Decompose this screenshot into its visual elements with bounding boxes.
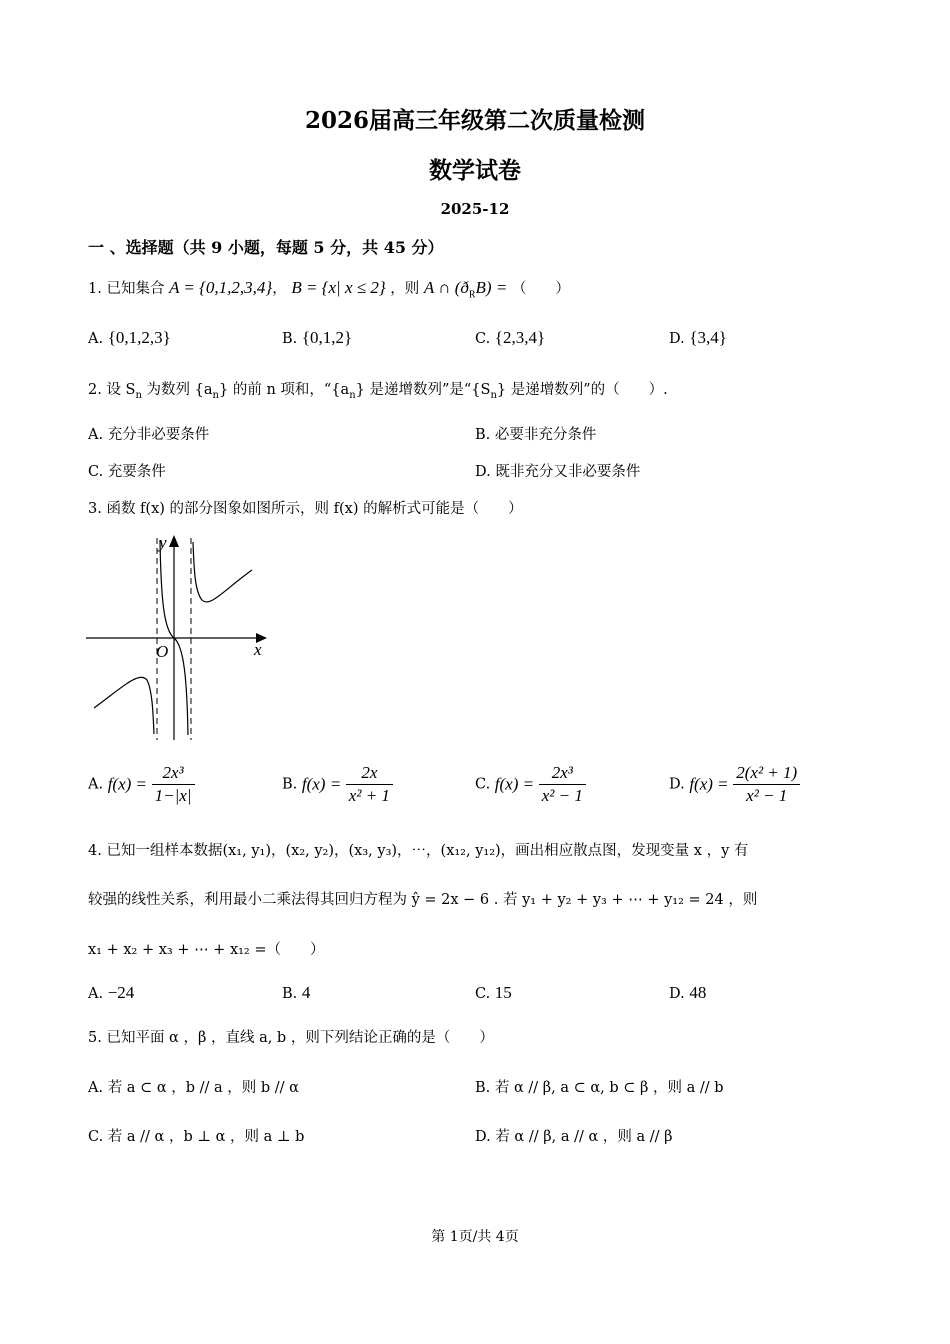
question-4-line-2: 较强的线性关系，利用最小二乘法得其回归方程为 ŷ = 2x − 6 . 若 y₁ + y₂ + y₃ + ⋯ + y₁₂ = 24 ，则: [88, 892, 758, 908]
q1-set-b: B = {x| x ≤ 2}: [291, 278, 386, 297]
y-axis-arrow: [169, 535, 179, 547]
question-1: 1. 已知集合 A = {0,1,2,3,4}， B = {x| x ≤ 2} ，则 A ∩ $(ð_RB)$ = （ ）: [88, 278, 570, 301]
q5-option-a: A. 若 a ⊂ α ，b // a ，则 b // α: [88, 1080, 299, 1096]
q4-option-a: A. −24: [88, 983, 135, 1002]
q4-option-c: C. 15: [475, 983, 512, 1002]
q2-option-c: C. 充要条件: [88, 464, 166, 480]
question-4-line-1: 4. 已知一组样本数据(x₁, y₁)，(x₂, y₂)，(x₃, y₃)，⋯，(x₁₂, y₁₂)，画出相应散点图，发现变量 x ，y 有: [88, 843, 749, 859]
q1-option-c: C. {2,3,4}: [475, 328, 546, 347]
q1-text: 已知集合: [106, 281, 165, 297]
question-4-line-3: x₁ + x₂ + x₃ + ⋯ + x₁₂ =（ ）: [88, 942, 325, 958]
q1-expression: A ∩ $(ð_RB)$ =: [423, 278, 508, 301]
q1-option-a: A. {0,1,2,3}: [88, 328, 171, 347]
curve-right-branch: [193, 542, 252, 602]
q3-option-d: D. f(x) = $\frac{\text{2(x² + 1)}}{\text{x² − 1}}$: [669, 762, 800, 807]
q2-option-b: B. 必要非充分条件: [475, 427, 597, 443]
q4-option-b: B. 4: [282, 983, 311, 1002]
question-3: 3. 函数 f(x) 的部分图象如图所示，则 f(x) 的解析式可能是（ ）: [88, 501, 523, 517]
q4-option-d: D. 48: [669, 983, 707, 1002]
function-graph: [84, 530, 274, 745]
q1-number: 1.: [88, 281, 102, 297]
q3-option-c: C. f(x) = $\frac{\text{2x³}}{\text{x² − 1}}$: [475, 762, 586, 807]
origin-label: O: [156, 642, 169, 661]
exam-date: 2025-12: [440, 200, 510, 218]
x-axis-label: x: [254, 640, 262, 659]
question-2: 2. 设 $S_n$ 为数列 $\{a_n\}$ 的前 n 项和，“$\{a_n\}$ 是递增数列”是“$\{S_n\}$ 是递增数列”的（ ）.: [88, 382, 668, 401]
question-5: 5. 已知平面 α ，β ，直线 a, b ，则下列结论正确的是（ ）: [88, 1030, 494, 1046]
curve-left-branch: [94, 677, 154, 734]
y-axis-label: y: [159, 533, 167, 552]
q1-text-b: ，则: [390, 281, 420, 297]
q5-option-c: C. 若 a // α ，b ⊥ α ，则 a ⊥ b: [88, 1129, 305, 1145]
q3-option-b: B. f(x) = $\frac{2x}{\text{x² + 1}}$: [282, 762, 393, 807]
subject-title: 数学试卷: [429, 157, 521, 184]
q5-option-d: D. 若 α // β, a // α ，则 a // β: [475, 1129, 673, 1145]
q1-paren: （ ）: [511, 281, 570, 297]
exam-title: 2026届高三年级第二次质量检测: [304, 107, 645, 134]
q1-option-d: D. {3,4}: [669, 328, 727, 347]
q2-option-a: A. 充分非必要条件: [88, 427, 210, 443]
q1-set-a: A = {0,1,2,3,4}: [169, 278, 273, 297]
section-heading: 一 、选择题（共 9 小题，每题 5 分，共 45 分）: [88, 238, 444, 257]
page-footer: 第 1页/共 4页: [431, 1229, 519, 1245]
q2-option-d: D. 既非充分又非必要条件: [475, 464, 641, 480]
q5-option-b: B. 若 α // β, a ⊂ α, b ⊂ β ，则 a // b: [475, 1080, 724, 1096]
q3-option-a: A. f(x) = $\frac{\text{2x³}}{1-|x|}$: [88, 762, 195, 807]
q1-option-b: B. {0,1,2}: [282, 328, 353, 347]
